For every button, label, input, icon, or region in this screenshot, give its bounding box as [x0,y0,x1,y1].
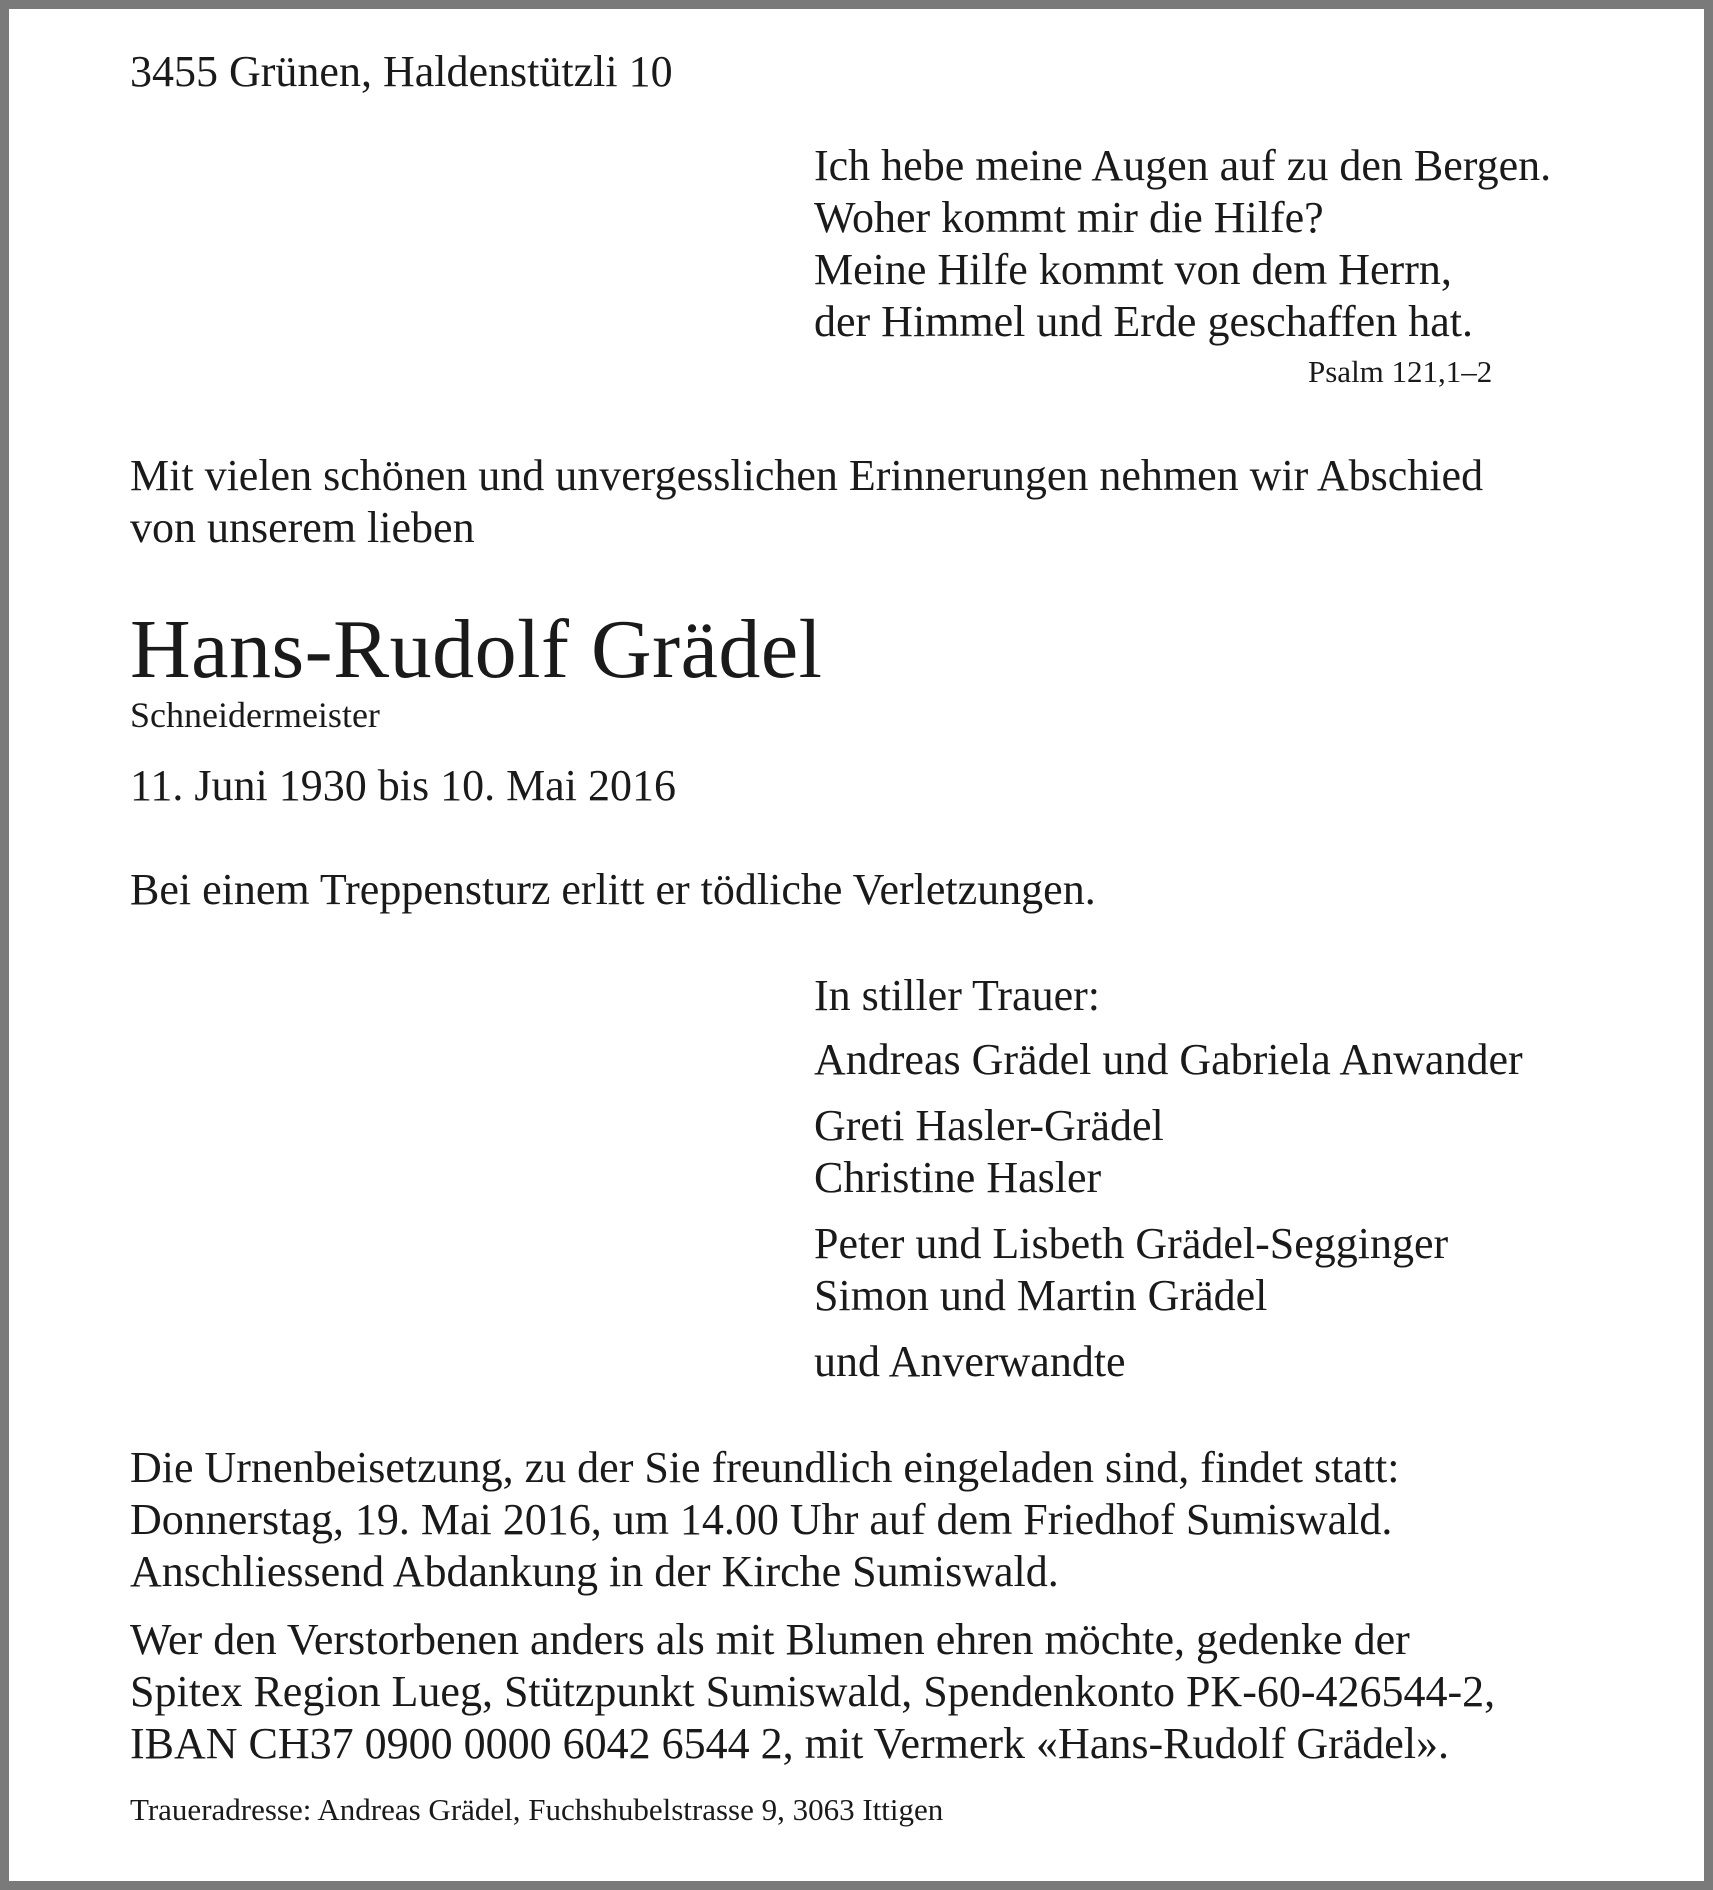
mourner-line: Christine Hasler [814,1153,1102,1202]
funeral-line: Donnerstag, 19. Mai 2016, um 14.00 Uhr auf dem Friedhof Sumiswald. [130,1495,1393,1544]
psalm-line: Woher kommt mir die Hilfe? [814,193,1324,242]
donation-line: Wer den Verstorbenen anders als mit Blumen ehren möchte, gedenke der [130,1615,1410,1664]
mourner-line: Peter und Lisbeth Grädel-Segginger [814,1219,1449,1268]
intro-line: Mit vielen schönen und unvergesslichen Erinnerungen nehmen wir Abschied [130,451,1484,500]
mourners-heading: In stiller Trauer: [814,971,1100,1020]
funeral-line: Anschliessend Abdankung in der Kirche Sumiswald. [130,1547,1059,1596]
mourners-block [814,970,1523,1388]
intro-text [130,450,1483,554]
deceased-name: Hans-Rudolf Grädel [130,603,823,696]
psalm-line: Ich hebe meine Augen auf zu den Bergen. [814,141,1552,190]
mourner-line: Simon und Martin Grädel [814,1271,1268,1320]
psalm-reference: Psalm 121,1–2 [1308,354,1493,389]
psalm-quote [814,140,1551,348]
address-line: 3455 Grünen, Haldenstützli 10 [130,47,673,96]
intro-line: von unserem lieben [130,503,475,552]
funeral-line: Die Urnenbeisetzung, zu der Sie freundlich eingeladen sind, findet statt: [130,1443,1400,1492]
donation-info [130,1614,1495,1770]
psalm-line: Meine Hilfe kommt von dem Herrn, [814,245,1452,294]
mourner-line: und Anverwandte [814,1337,1126,1386]
deceased-occupation: Schneidermeister [130,695,380,735]
psalm-line: der Himmel und Erde geschaffen hat. [814,297,1473,346]
donation-line: Spitex Region Lueg, Stützpunkt Sumiswald, Spendenkonto PK-60-426544-2, [130,1667,1496,1716]
funeral-info [130,1442,1400,1598]
mourner-line: Greti Hasler-Grädel [814,1101,1164,1150]
donation-line: IBAN CH37 0900 0000 6042 6544 2, mit Vermerk «Hans-Rudolf Grädel». [130,1719,1450,1768]
mourning-address: Traueradresse: Andreas Grädel, Fuchshubelstrasse 9, 3063 Ittigen [130,1792,944,1827]
cause-of-death: Bei einem Treppensturz erlitt er tödliche Verletzungen. [130,865,1096,914]
life-dates: 11. Juni 1930 bis 10. Mai 2016 [130,761,676,810]
mourner-line: Andreas Grädel und Gabriela Anwander [814,1035,1523,1084]
